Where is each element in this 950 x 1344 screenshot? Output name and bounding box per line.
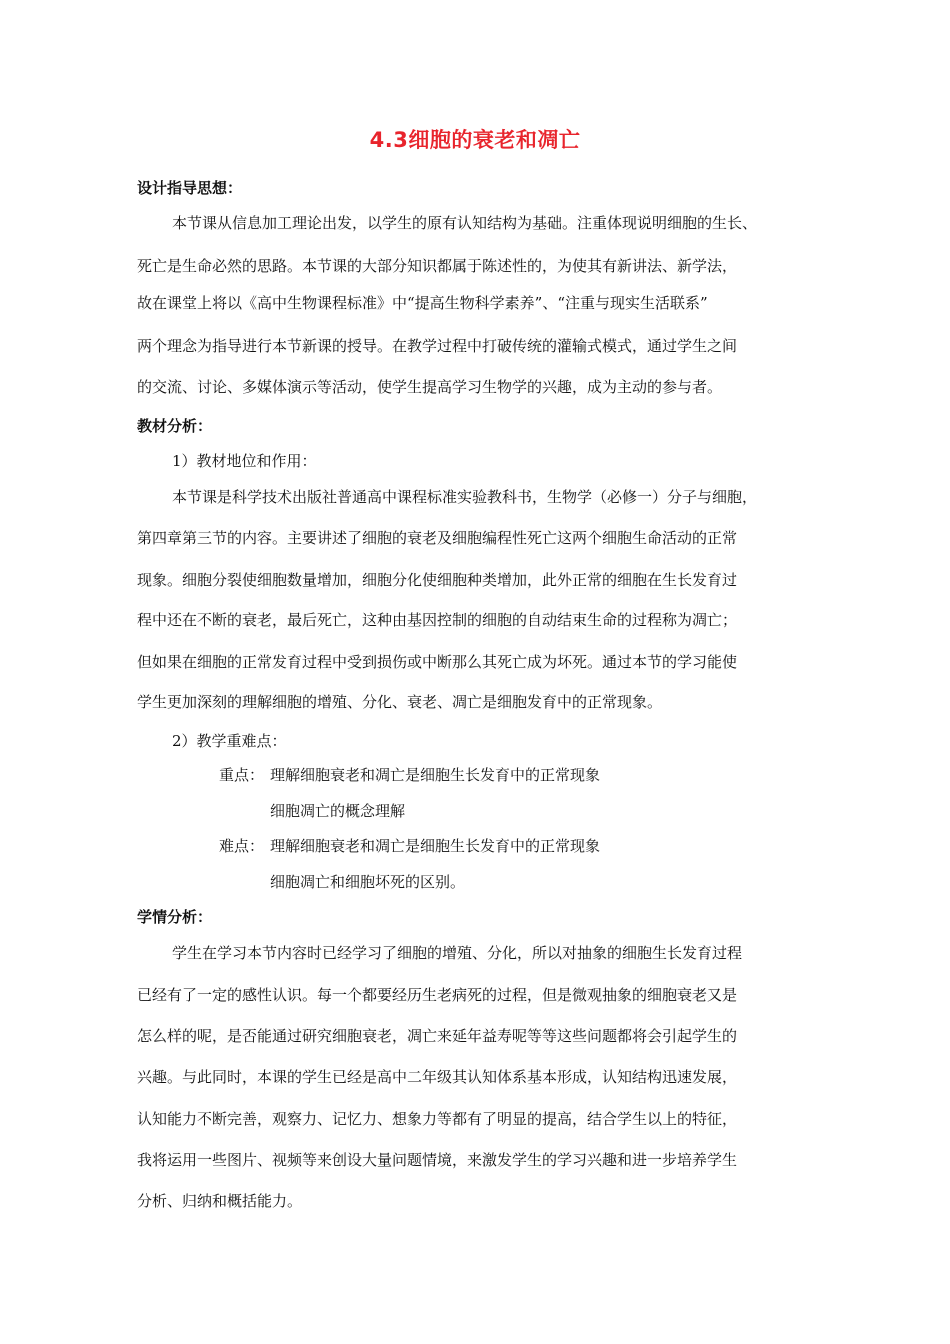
difficult-point-label: 难点： — [219, 837, 265, 855]
key-point-item: 细胞凋亡的概念理解 — [270, 802, 406, 820]
section-heading-students: 学情分析： — [137, 908, 213, 926]
subheading-key-difficult: 2）教学重难点： — [172, 732, 287, 750]
key-point-item: 理解细胞衰老和凋亡是细胞生长发育中的正常现象 — [270, 766, 601, 784]
paragraph-line: 怎么样的呢，是否能通过研究细胞衰老，凋亡来延年益寿呢等等这些问题都将会引起学生的 — [137, 1027, 738, 1045]
paragraph-line: 程中还在不断的衰老，最后死亡，这种由基因控制的细胞的自动结束生命的过程称为凋亡； — [137, 611, 738, 629]
paragraph-line: 两个理念为指导进行本节新课的授导。在教学过程中打破传统的灌输式模式，通过学生之间 — [137, 337, 738, 355]
paragraph-line: 的交流、讨论、多媒体演示等活动，使学生提高学习生物学的兴趣，成为主动的参与者。 — [137, 378, 723, 396]
key-point-label: 重点： — [219, 766, 265, 784]
paragraph-line: 死亡是生命必然的思路。本节课的大部分知识都属于陈述性的，为使其有新讲法、新学法， — [137, 257, 738, 275]
paragraph-line: 兴趣。与此同时，本课的学生已经是高中二年级其认知体系基本形成，认知结构迅速发展， — [137, 1068, 738, 1086]
difficult-point-item: 理解细胞衰老和凋亡是细胞生长发育中的正常现象 — [270, 837, 601, 855]
document-title: 4.3细胞的衰老和凋亡 — [369, 128, 581, 152]
paragraph-line: 学生在学习本节内容时已经学习了细胞的增殖、分化，所以对抽象的细胞生长发育过程 — [172, 944, 743, 962]
paragraph-line: 现象。细胞分裂使细胞数量增加，细胞分化使细胞种类增加，此外正常的细胞在生长发育过 — [137, 571, 738, 589]
section-heading-material: 教材分析： — [137, 417, 213, 435]
paragraph-line: 学生更加深刻的理解细胞的增殖、分化、衰老、凋亡是细胞发育中的正常现象。 — [137, 693, 663, 711]
paragraph-line: 本节课从信息加工理论出发，以学生的原有认知结构为基础。注重体现说明细胞的生长、 — [172, 214, 758, 232]
paragraph-line: 第四章第三节的内容。主要讲述了细胞的衰老及细胞编程性死亡这两个细胞生命活动的正常 — [137, 529, 738, 547]
paragraph-line: 分析、归纳和概括能力。 — [137, 1192, 303, 1210]
paragraph-line: 但如果在细胞的正常发育过程中受到损伤或中断那么其死亡成为坏死。通过本节的学习能使 — [137, 653, 738, 671]
paragraph-line: 本节课是科学技术出版社普通高中课程标准实验教科书，生物学（必修一）分子与细胞， — [172, 488, 758, 506]
section-heading-design: 设计指导思想： — [137, 179, 243, 197]
paragraph-line: 认知能力不断完善，观察力、记忆力、想象力等都有了明显的提高，结合学生以上的特征， — [137, 1110, 738, 1128]
paragraph-line: 已经有了一定的感性认识。每一个都要经历生老病死的过程，但是微观抽象的细胞衰老又是 — [137, 986, 738, 1004]
paragraph-line: 故在课堂上将以《高中生物课程标准》中“提高生物科学素养”、“注重与现实生活联系” — [137, 294, 708, 312]
difficult-point-item: 细胞凋亡和细胞坏死的区别。 — [270, 873, 466, 891]
paragraph-line: 我将运用一些图片、视频等来创设大量问题情境，来激发学生的学习兴趣和进一步培养学生 — [137, 1151, 738, 1169]
subheading-role: 1）教材地位和作用： — [172, 452, 317, 470]
